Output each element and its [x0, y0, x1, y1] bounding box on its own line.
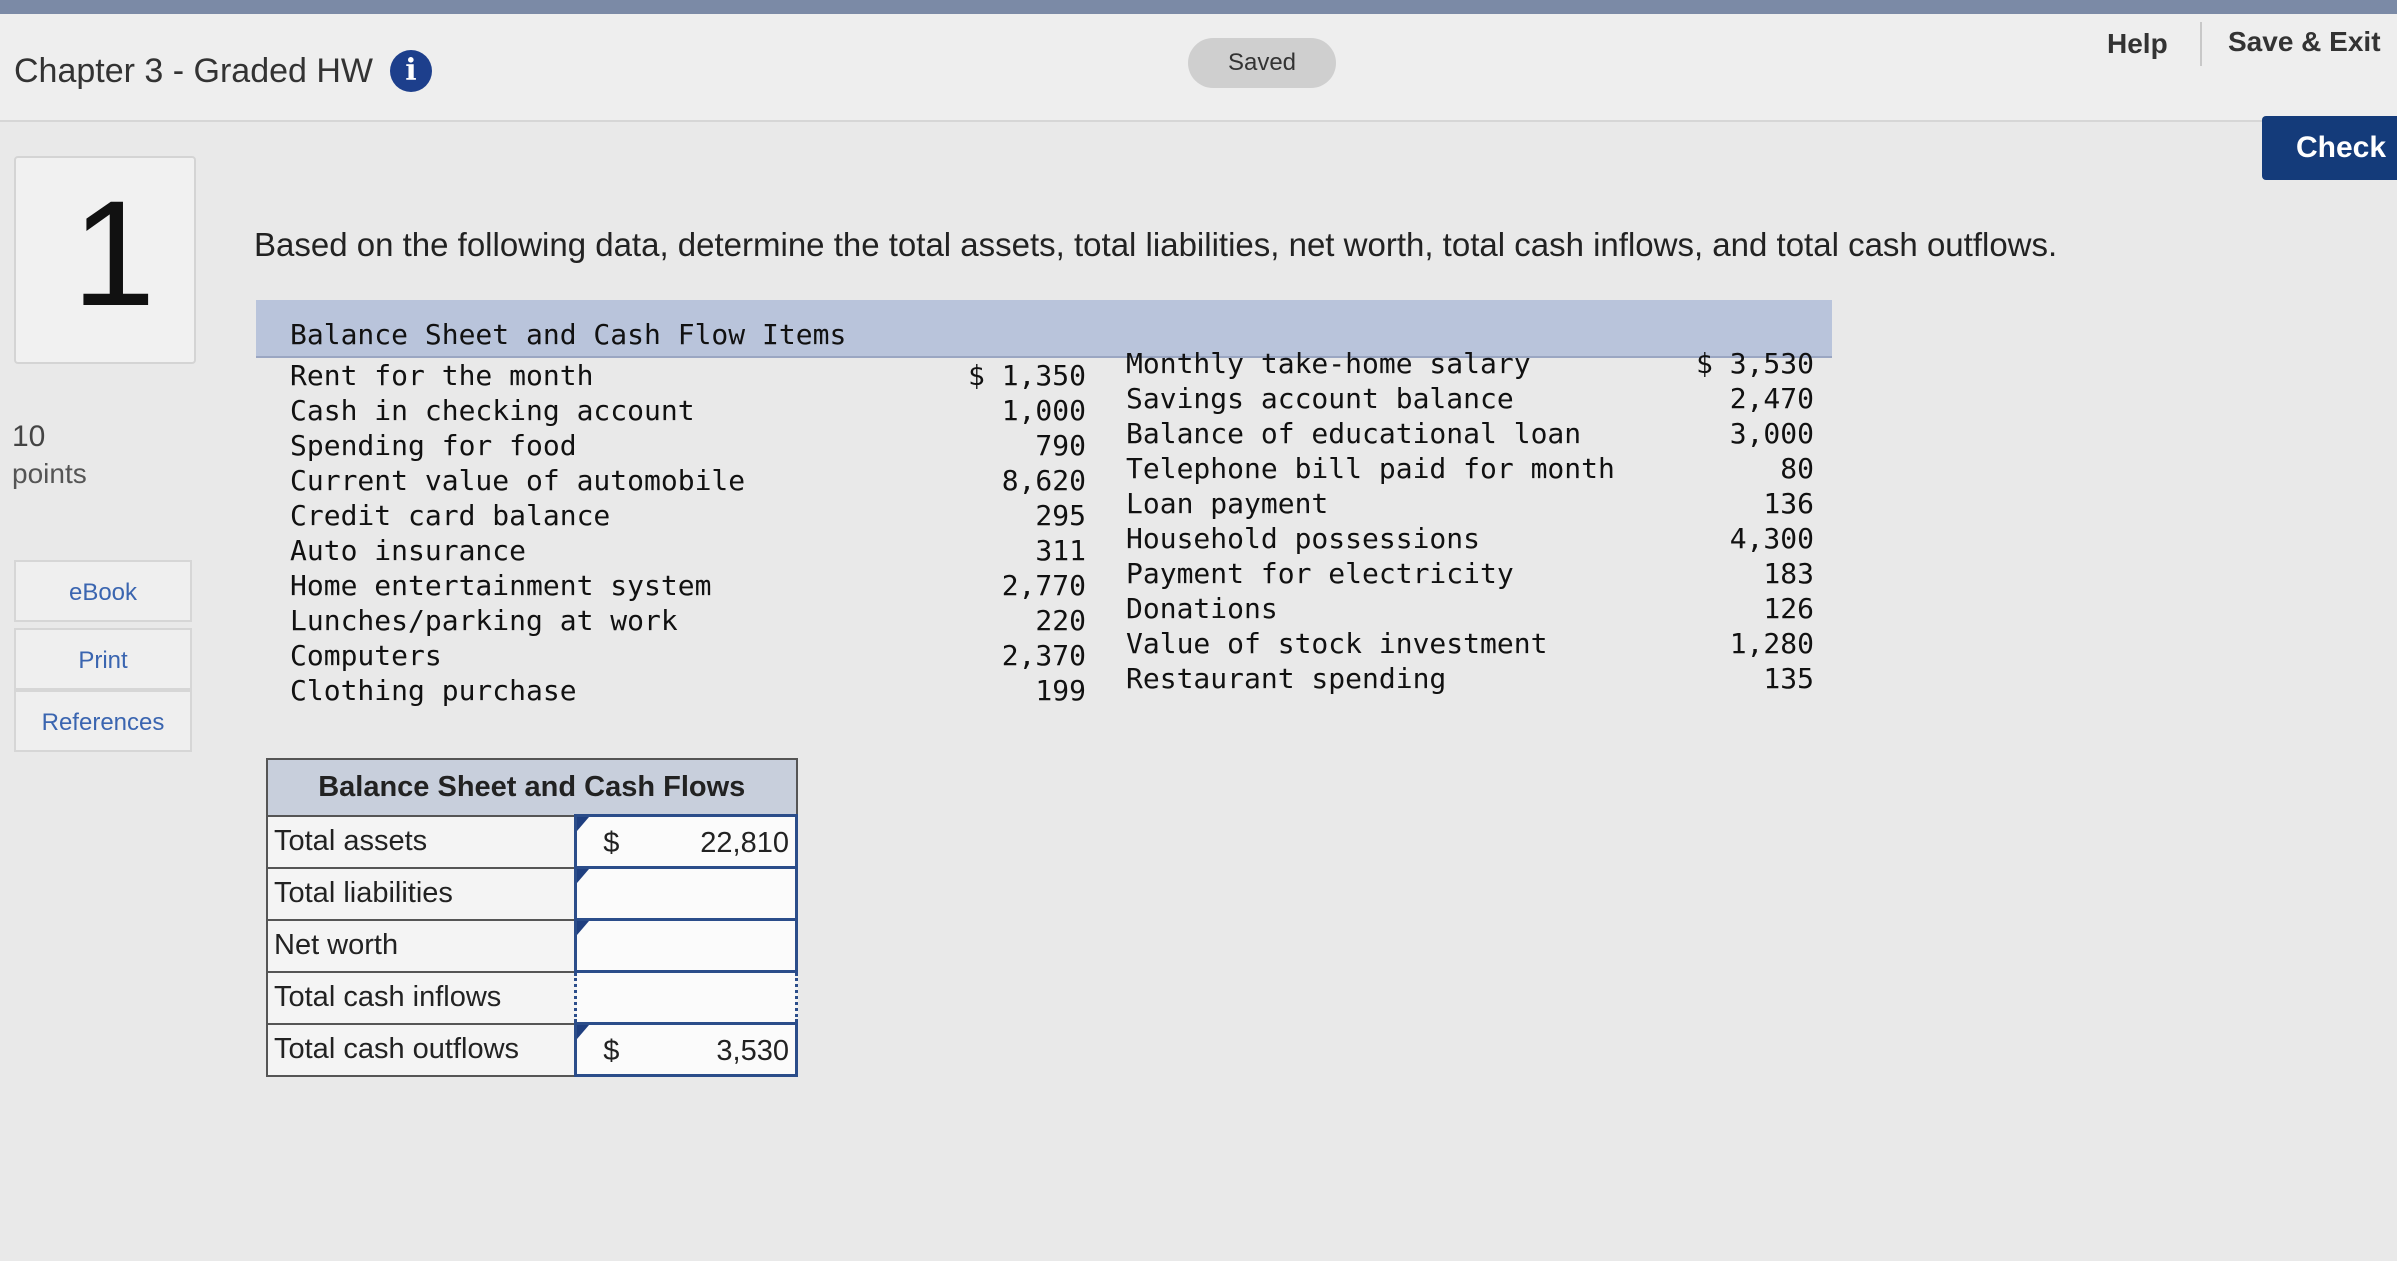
list-item: Spending for food 790 [290, 429, 1086, 462]
answer-table-title: Balance Sheet and Cash Flows [267, 759, 797, 816]
list-item: Lunches/parking at work 220 [290, 604, 1086, 637]
points-label: points [12, 458, 87, 489]
flag-icon [577, 921, 589, 935]
list-item: Auto insurance 311 [290, 534, 1086, 567]
top-accent-line [0, 0, 2397, 14]
flag-icon [577, 869, 589, 883]
row-label: Total liabilities [267, 868, 576, 920]
saved-status-badge: Saved [1188, 38, 1336, 88]
list-item: Donations 126 [1126, 592, 1814, 625]
list-item: Restaurant spending 135 [1126, 662, 1814, 695]
list-item: Telephone bill paid for month 80 [1126, 452, 1814, 485]
table-row [267, 816, 797, 868]
row-label: Total cash outflows [267, 1024, 576, 1076]
row-label: Net worth [267, 920, 576, 972]
flag-icon [577, 1025, 589, 1039]
references-button[interactable]: References [14, 690, 192, 752]
table-row [267, 920, 797, 972]
list-item: Household possessions 4,300 [1126, 522, 1814, 555]
info-icon[interactable]: i [390, 50, 432, 92]
list-item: Balance of educational loan 3,000 [1126, 417, 1814, 450]
total-liabilities-input[interactable] [576, 868, 797, 920]
total-cash-outflows-input[interactable]: $ 3,530 [576, 1024, 797, 1076]
check-my-work-button[interactable]: Check [2262, 116, 2397, 180]
assignment-title: Chapter 3 - Graded HW [14, 52, 374, 90]
list-item: Home entertainment system 2,770 [290, 569, 1086, 602]
list-item: Credit card balance 295 [290, 499, 1086, 532]
print-button[interactable]: Print [14, 628, 192, 690]
table-row [267, 972, 797, 1024]
points-value: 10 [12, 420, 46, 453]
table-row [267, 868, 797, 920]
total-assets-input[interactable]: $ 22,810 [576, 816, 797, 868]
list-item: Loan payment 136 [1126, 487, 1814, 520]
help-link[interactable]: Help [2107, 28, 2168, 59]
table-row [267, 1024, 797, 1076]
items-right-column [1126, 346, 1814, 696]
net-worth-input[interactable] [576, 920, 797, 972]
flag-icon [577, 817, 589, 831]
items-table-title: Balance Sheet and Cash Flow Items [290, 318, 847, 351]
items-left-column [290, 358, 1086, 708]
list-item: Cash in checking account 1,000 [290, 394, 1086, 427]
list-item: Value of stock investment 1,280 [1126, 627, 1814, 660]
answer-table [266, 758, 798, 1077]
total-cash-inflows-input[interactable] [576, 972, 797, 1024]
list-item: Payment for electricity 183 [1126, 557, 1814, 590]
list-item: Clothing purchase 199 [290, 674, 1086, 707]
list-item: Computers 2,370 [290, 639, 1086, 672]
ebook-button[interactable]: eBook [14, 560, 192, 622]
question-text: Based on the following data, determine the total assets, total liabilities, net worth, total cash inflows, and total cash outflows. [254, 226, 2058, 263]
list-item: Current value of automobile 8,620 [290, 464, 1086, 497]
list-item: Savings account balance 2,470 [1126, 382, 1814, 415]
list-item: Monthly take-home salary $ 3,530 [1126, 347, 1814, 380]
question-number: 1 [72, 169, 156, 337]
row-label: Total cash inflows [267, 972, 576, 1024]
header-divider [2200, 22, 2202, 66]
row-label: Total assets [267, 816, 576, 868]
save-exit-button[interactable]: Save & Exit [2228, 26, 2381, 57]
list-item: Rent for the month $ 1,350 [290, 359, 1086, 392]
